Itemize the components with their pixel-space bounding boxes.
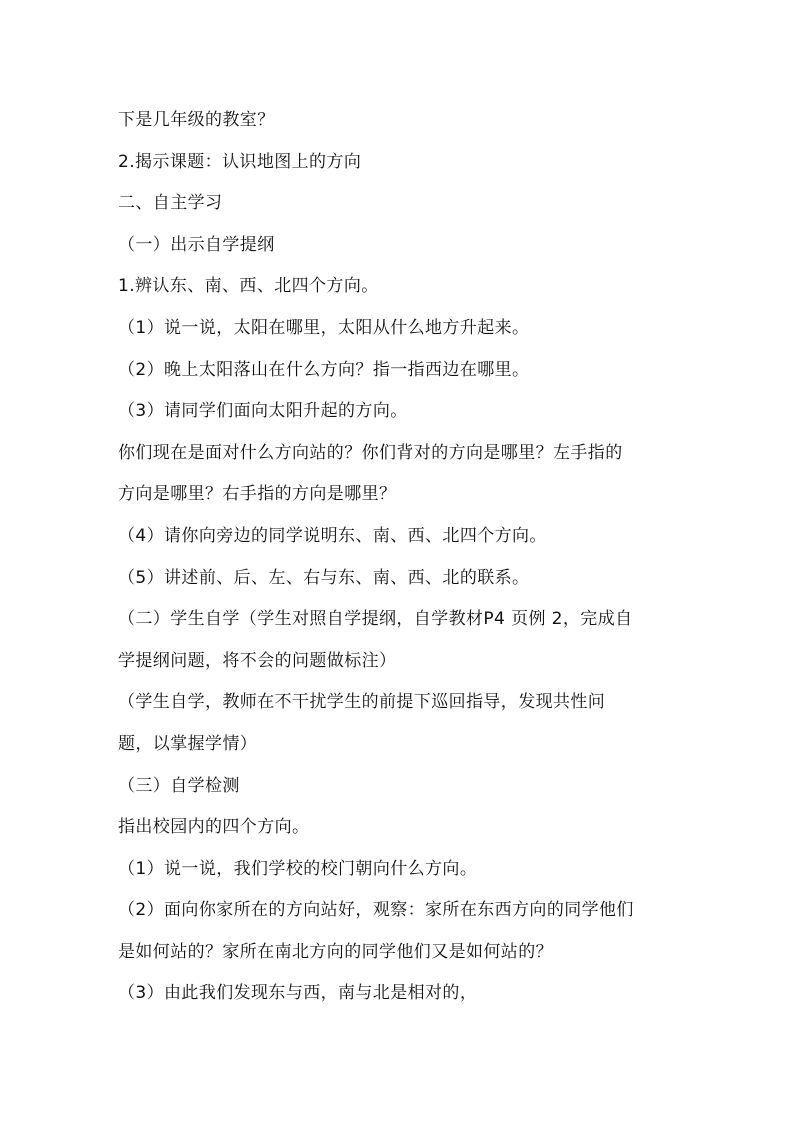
- text-line: （3）请同学们面向太阳升起的方向。: [118, 401, 408, 422]
- subsection-heading: （二）学生自学（学生对照自学提纲，自学教材P4 页例 2，完成自: [118, 609, 633, 630]
- text-line: 下是几年级的教室？: [118, 110, 275, 130]
- text-line: 2.揭示课题：认识地图上的方向: [118, 151, 362, 172]
- text-line: （2）晚上太阳落山在什么方向？指一指西边在哪里。: [118, 359, 530, 380]
- text-line: （学生自学，教师在不干扰学生的前提下巡回指导，发现共性问: [118, 692, 606, 713]
- text-line: 你们现在是面对什么方向站的？你们背对的方向是哪里？左手指的: [118, 442, 623, 463]
- subsection-heading: （三）自学检测: [118, 775, 240, 796]
- subsection-heading: （一）出示自学提纲: [118, 234, 275, 255]
- text-line: （2）面向你家所在的方向站好，观察：家所在东西方向的同学他们: [118, 900, 634, 921]
- document-body: [118, 100, 678, 1015]
- text-line: 题，以掌握学情）: [118, 733, 258, 754]
- text-line: （3）由此我们发现东与西，南与北是相对的，: [118, 983, 478, 1004]
- text-line: （1）说一说，我们学校的校门朝向什么方向。: [118, 858, 478, 879]
- text-line: 是如何站的？家所在南北方向的同学他们又是如何站的？: [118, 941, 553, 962]
- text-line: （1）说一说，太阳在哪里，太阳从什么地方升起来。: [118, 317, 530, 338]
- text-line: 指出校园内的四个方向。: [118, 817, 310, 838]
- text-line: 学提纲问题，将不会的问题做标注）: [118, 650, 397, 671]
- text-line: （4）请你向旁边的同学说明东、南、西、北四个方向。: [118, 525, 547, 546]
- text-line: 1.辨认东、南、西、北四个方向。: [118, 276, 379, 297]
- text-line: （5）讲述前、后、左、右与东、南、西、北的联系。: [118, 567, 530, 588]
- text-line: 方向是哪里？右手指的方向是哪里？: [118, 484, 397, 505]
- section-heading: 二、自主学习: [118, 193, 223, 214]
